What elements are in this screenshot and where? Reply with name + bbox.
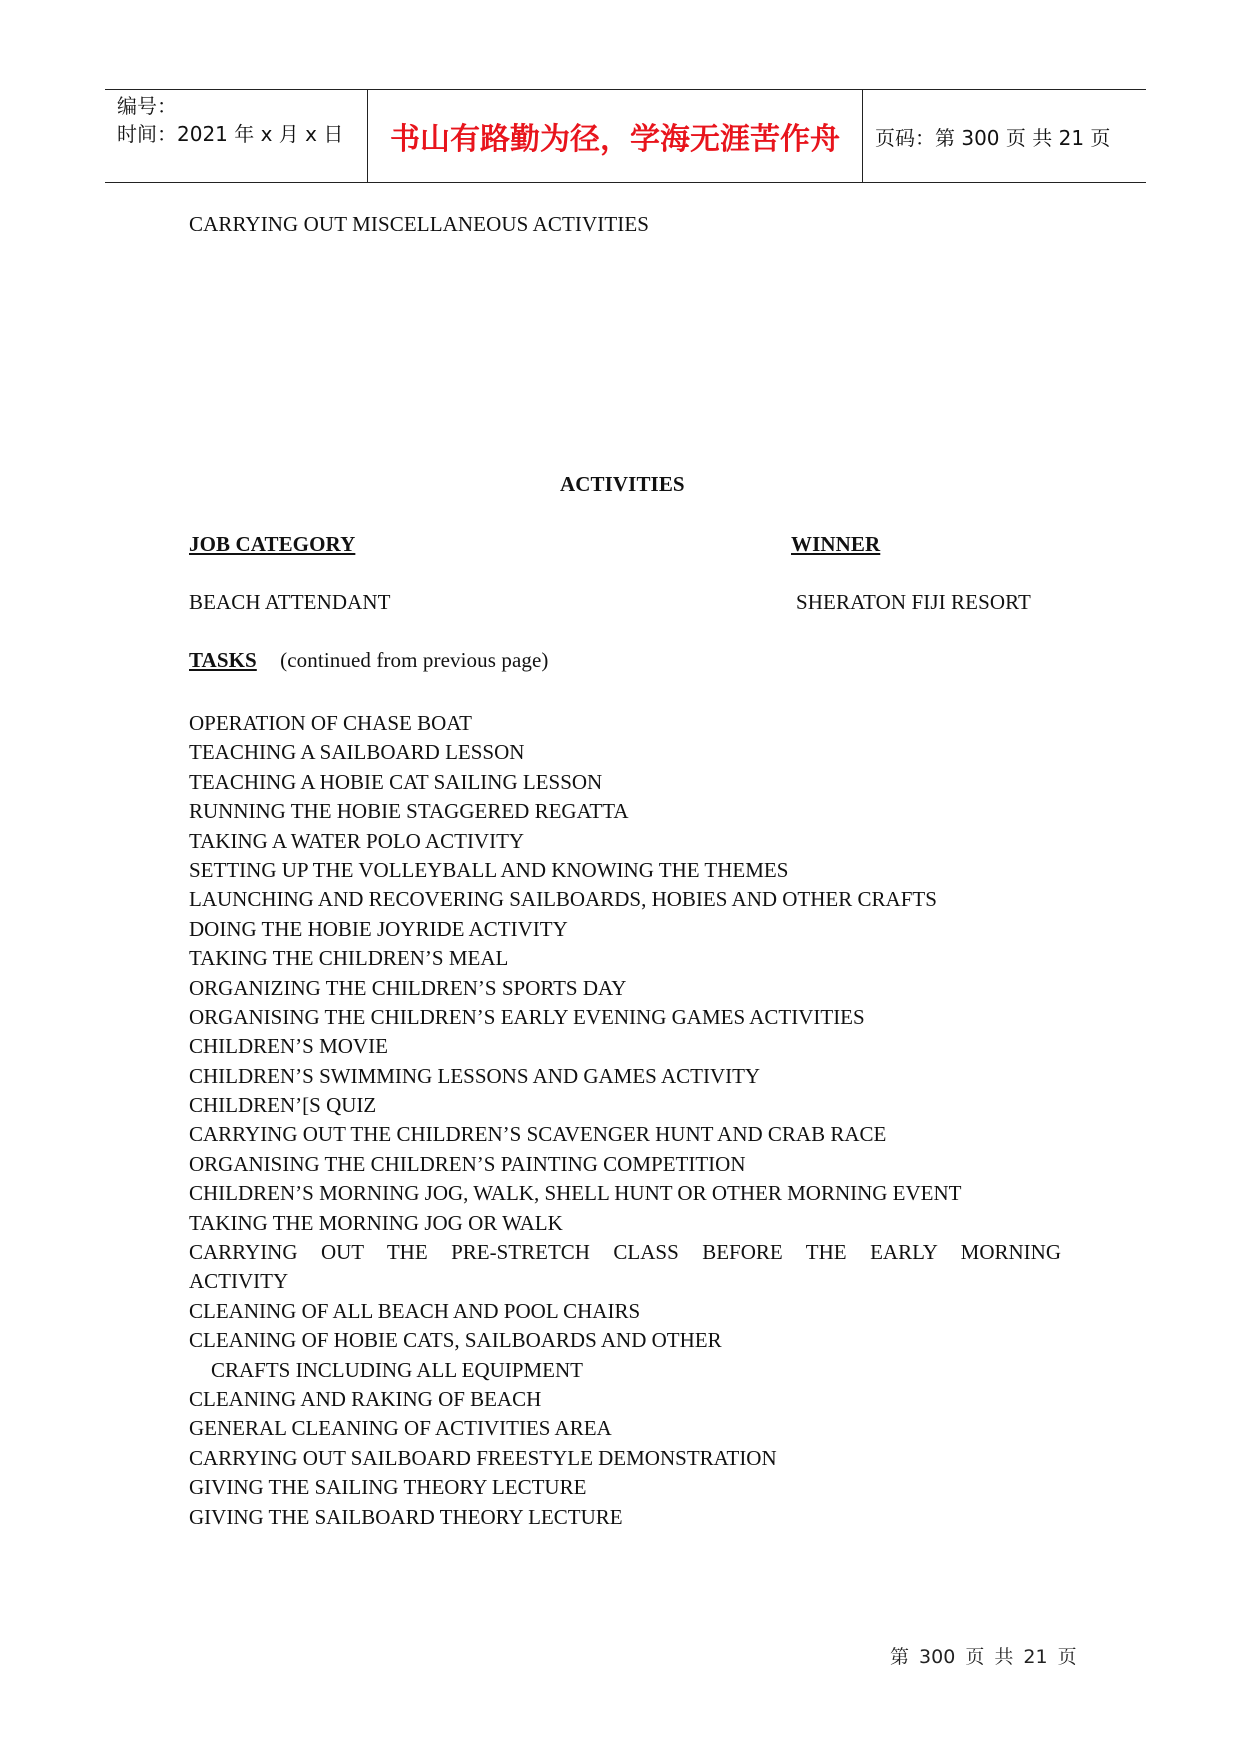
list-item: TEACHING A HOBIE CAT SAILING LESSON: [189, 769, 603, 794]
list-item: ORGANISING THE CHILDREN’S EARLY EVENING GAMES ACTIVITIES: [189, 1004, 865, 1029]
list-item: TAKING A WATER POLO ACTIVITY: [189, 828, 525, 853]
list-item: ORGANISING THE CHILDREN’S PAINTING COMPETITION: [189, 1151, 746, 1176]
task-list: [189, 709, 1061, 1532]
list-item: GIVING THE SAILING THEORY LECTURE: [189, 1475, 587, 1500]
winner-value: SHERATON FIJI RESORT: [796, 590, 1031, 614]
list-item: CHILDREN’S MORNING JOG, WALK, SHELL HUNT OR OTHER MORNING EVENT: [189, 1181, 962, 1206]
page-header: [105, 89, 1146, 183]
list-item: CLEANING OF HOBIE CATS, SAILBOARDS AND OTHER: [189, 1328, 722, 1353]
list-item: CRAFTS INCLUDING ALL EQUIPMENT: [211, 1357, 583, 1382]
winner-label: WINNER: [791, 532, 881, 556]
list-item: TAKING THE MORNING JOG OR WALK: [189, 1210, 563, 1235]
list-item: SETTING UP THE VOLLEYBALL AND KNOWING THE THEMES: [189, 857, 789, 882]
tasks-note: (continued from previous page): [280, 648, 549, 672]
list-item: CARRYING OUT SAILBOARD FREESTYLE DEMONSTRATION: [189, 1445, 777, 1470]
time-label: 时间：2021 年 x 月 x 日: [117, 122, 344, 146]
tasks-line: [189, 648, 549, 673]
list-item: CHILDREN’S SWIMMING LESSONS AND GAMES ACTIVITY: [189, 1063, 761, 1088]
list-item: GENERAL CLEANING OF ACTIVITIES AREA: [189, 1416, 612, 1441]
tasks-label: TASKS: [189, 648, 257, 672]
header-left-cell: [105, 90, 367, 182]
list-item: TAKING THE CHILDREN’S MEAL: [189, 946, 509, 971]
list-item: ACTIVITY: [189, 1269, 289, 1294]
page-info: 页码：第 300 页 共 21 页: [875, 125, 1111, 150]
list-item: CARRYING OUT THE CHILDREN’S SCAVENGER HUNT AND CRAB RACE: [189, 1122, 887, 1147]
list-item: OPERATION OF CHASE BOAT: [189, 711, 472, 735]
section-title: CARRYING OUT MISCELLANEOUS ACTIVITIES: [189, 212, 650, 236]
motto: 书山有路勤为径，学海无涯苦作舟: [367, 90, 863, 182]
list-item: CHILDREN’[S QUIZ: [189, 1093, 377, 1118]
page-footer: 第 300 页 共 21 页: [890, 1646, 1077, 1668]
list-item: DOING THE HOBIE JOYRIDE ACTIVITY: [189, 916, 568, 941]
list-item: CLEANING OF ALL BEACH AND POOL CHAIRS: [189, 1298, 641, 1323]
job-category-label: JOB CATEGORY: [189, 532, 356, 556]
list-item: CHILDREN’S MOVIE: [189, 1034, 388, 1059]
list-item: TEACHING A SAILBOARD LESSON: [189, 740, 525, 765]
list-item: GIVING THE SAILBOARD THEORY LECTURE: [189, 1504, 623, 1529]
job-category-value: BEACH ATTENDANT: [189, 590, 391, 614]
number-label: 编号：: [117, 94, 177, 118]
list-item: LAUNCHING AND RECOVERING SAILBOARDS, HOBIES AND OTHER CRAFTS: [189, 887, 937, 912]
list-item: CARRYING OUT THE PRE-STRETCH CLASS BEFORE THE EARLY MORNING: [189, 1240, 1061, 1265]
heading: ACTIVITIES: [560, 472, 685, 496]
list-item: ORGANIZING THE CHILDREN’S SPORTS DAY: [189, 975, 627, 1000]
list-item: RUNNING THE HOBIE STAGGERED REGATTA: [189, 799, 629, 824]
list-item: CLEANING AND RAKING OF BEACH: [189, 1386, 542, 1411]
